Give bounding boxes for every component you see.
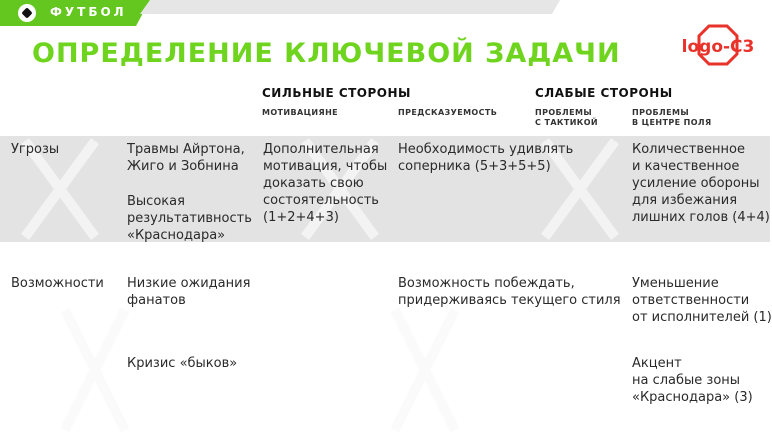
threat-factor-injuries bbox=[127, 141, 245, 175]
section-label: ФУТБОЛ bbox=[50, 5, 127, 19]
cell-line: (1+2+4+3) bbox=[263, 210, 339, 225]
threat-motivation bbox=[263, 141, 387, 226]
cell-line: на слабые зоны bbox=[632, 373, 741, 388]
top-bar bbox=[0, 0, 770, 26]
cell-line: результативность bbox=[127, 211, 252, 226]
center-subheader-line: В ЦЕНТРЕ ПОЛЯ bbox=[632, 118, 712, 127]
strengths-header: СИЛЬНЫЕ СТОРОНЫ bbox=[262, 86, 411, 100]
cell-line: Акцент bbox=[632, 356, 682, 371]
weaknesses-header: СЛАБЫЕ СТОРОНЫ bbox=[535, 86, 673, 100]
opportunity-factor-expectations bbox=[127, 275, 250, 309]
cell-line: состоятельность bbox=[263, 193, 379, 208]
cell-line: ответственности bbox=[632, 293, 750, 308]
cell-line: «Краснодара» bbox=[127, 228, 226, 243]
cell-line: Низкие ожидания bbox=[127, 276, 251, 291]
cell-line: Необходимость удивлять bbox=[398, 142, 574, 157]
logo-text: logo-C3 bbox=[681, 37, 755, 57]
row-label-opportunities: Возможности bbox=[11, 276, 104, 291]
cell-line: Количественное bbox=[632, 142, 745, 157]
threat-factor-krasnodar bbox=[127, 193, 252, 244]
cell-line: фанатов bbox=[127, 293, 186, 308]
football-icon bbox=[18, 4, 36, 22]
page-title: ОПРЕДЕЛЕНИЕ КЛЮЧЕВОЙ ЗАДАЧИ bbox=[32, 38, 621, 69]
tactics-subheader-line: ПРОБЛЕМЫ bbox=[535, 108, 593, 117]
cell-line: для избежания bbox=[632, 193, 738, 208]
cell-line: мотивация, чтобы bbox=[263, 159, 388, 174]
threat-center bbox=[632, 141, 770, 226]
opportunity-factor-crisis bbox=[127, 355, 237, 372]
cell-line: лишних голов (4+4) bbox=[632, 210, 770, 225]
brand-logo-icon bbox=[681, 24, 755, 66]
cell-line: придерживаясь текущего стиля bbox=[398, 293, 621, 308]
motivation-subheader: МОТИВАЦИЯНЕ bbox=[262, 108, 339, 117]
cell-line: доказать свою bbox=[263, 176, 364, 191]
row-label-threats: Угрозы bbox=[11, 142, 60, 157]
tactics-subheader bbox=[535, 108, 598, 128]
cell-line: Высокая bbox=[127, 194, 185, 209]
opportunity-center-weak-zones bbox=[632, 355, 753, 406]
cell-line: соперника (5+3+5+5) bbox=[398, 159, 551, 174]
cell-line: усиление обороны bbox=[632, 176, 760, 191]
cell-line: Возможность побеждать, bbox=[398, 276, 575, 291]
tactics-subheader-line: С ТАКТИКОЙ bbox=[535, 118, 599, 127]
cell-line: и качественное bbox=[632, 159, 740, 174]
cell-line: Уменьшение bbox=[632, 276, 719, 291]
cell-line: Травмы Айртона, bbox=[127, 142, 245, 157]
opportunity-predictability bbox=[398, 275, 621, 309]
cell-line: Кризис «быков» bbox=[127, 356, 238, 371]
cell-line: от исполнителей (1) bbox=[632, 310, 772, 325]
cell-line: Жиго и Зобнина bbox=[127, 159, 239, 174]
cell-line: Дополнительная bbox=[263, 142, 379, 157]
center-subheader bbox=[632, 108, 712, 128]
predictability-subheader: ПРЕДСКАЗУЕМОСТЬ bbox=[398, 108, 498, 117]
opportunity-center-responsibility bbox=[632, 275, 772, 326]
threat-predictability bbox=[398, 141, 573, 175]
cell-line: «Краснодара» (3) bbox=[632, 390, 753, 405]
center-subheader-line: ПРОБЛЕМЫ bbox=[632, 108, 690, 117]
